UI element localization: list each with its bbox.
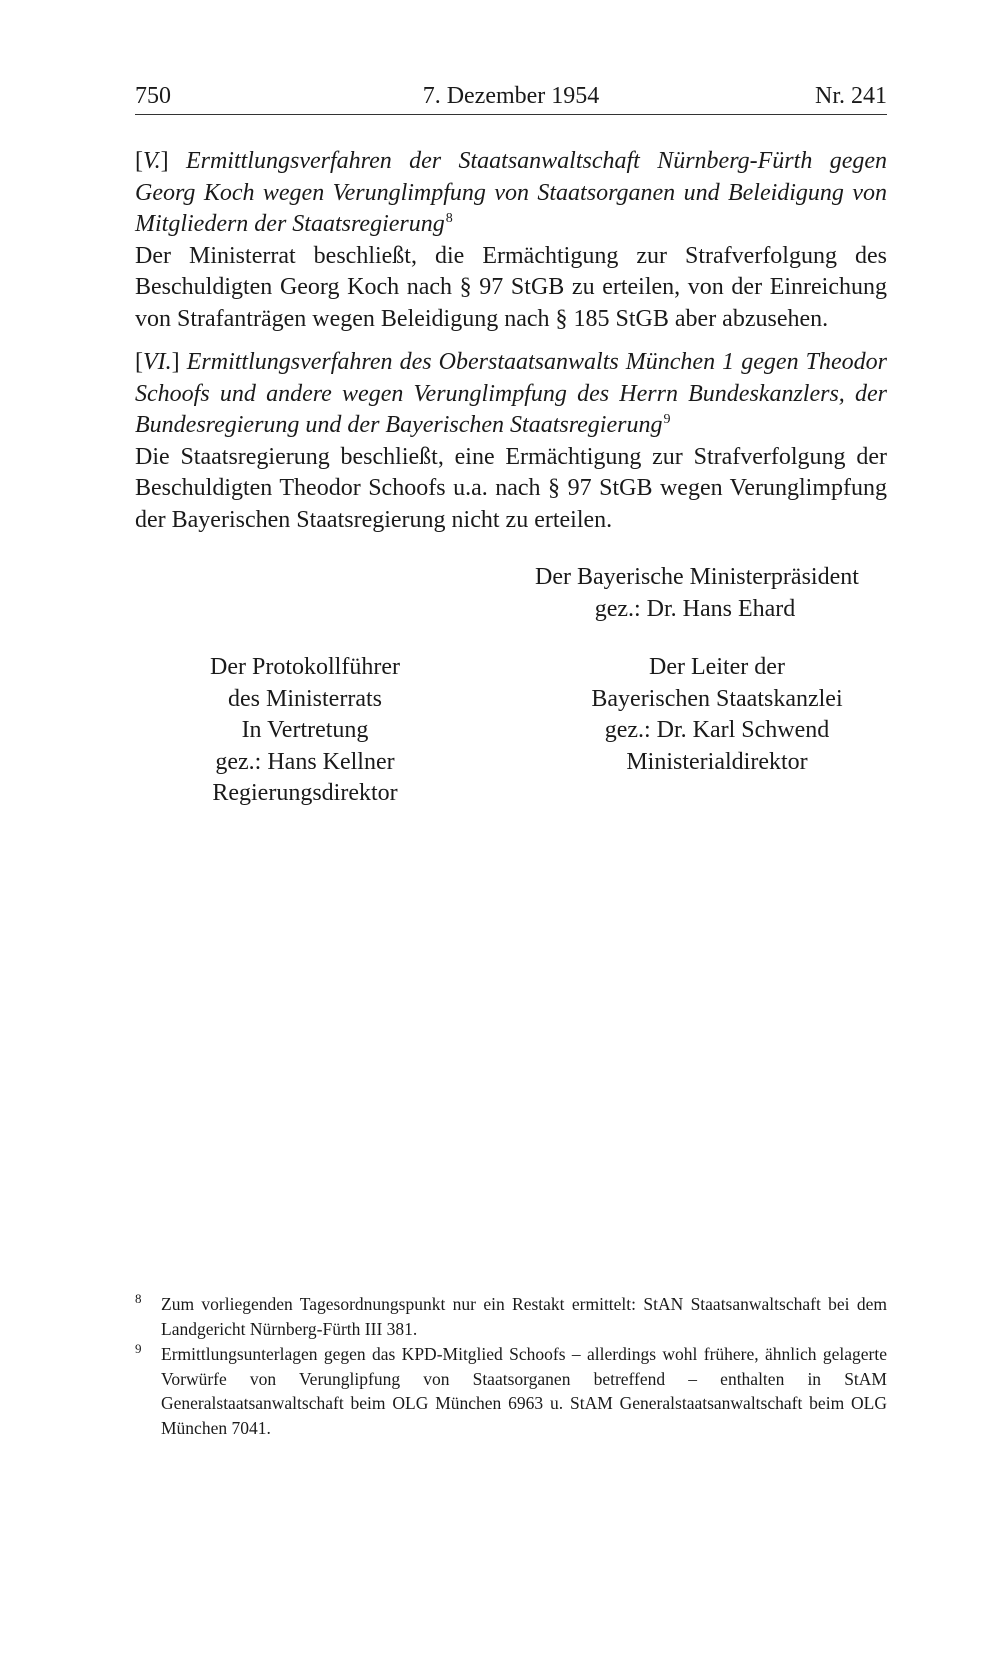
footnote (135, 1292, 887, 1341)
signature-line: des Ministerrats (228, 685, 382, 712)
footnote (135, 1342, 887, 1440)
agenda-item-decision: Der Ministerrat beschließt, die Ermächtigung zur Strafverfolgung des Beschuldigten Georg Koch nach § 97 StGB zu erteilen, von der Einreichung von Strafanträgen wegen Beleidigung nach § 185 StGB aber abzusehen. (135, 242, 887, 332)
agenda-item (135, 146, 887, 335)
footnote-text: Ermittlungsunterlagen gegen das KPD-Mitglied Schoofs – allerdings wohl frühere, ähnlich gelagerte Vorwürfe von Verunglipfung von Staatsorganen betreffend – enthalten in StAM Generalstaatsanwaltschaft beim OLG München 6963 u. StAM Generalstaatsanwaltschaft beim OLG München 7041. (161, 1344, 887, 1438)
agenda-item-title (135, 347, 887, 442)
signature-line: Regierungsdirektor (212, 780, 398, 806)
signature-line: Der Protokollführer (210, 654, 400, 680)
footnotes (135, 1292, 887, 1441)
footnote-text: Zum vorliegenden Tagesordnungspunkt nur ein Restakt ermittelt: StAN Staatsanwaltschaft bei dem Landgericht Nürnberg-Fürth III 381. (161, 1294, 887, 1339)
agenda-item-heading: Ermittlungsverfahren des Oberstaatsanwalts München 1 gegen Theodor Schoofs und andere wegen Verunglimpfung des Herrn Bundeskanzlers, der Bundesregierung und der Bayerischen Staatsregierung (135, 349, 888, 438)
agenda-item-number: [VI.] (135, 349, 180, 375)
signature-line: gez.: Hans Kellner (215, 748, 395, 775)
footnote-mark: 9 (135, 1341, 142, 1356)
agenda-item-heading: Ermittlungsverfahren der Staatsanwaltschaft Nürnberg-Fürth gegen Georg Koch wegen Verunglimpfung von Staatsorganen und Beleidigung von Mitgliedern der Staatsregierung (135, 148, 888, 237)
signature-line: gez.: Dr. Karl Schwend (604, 717, 830, 743)
document-page (135, 0, 887, 1666)
signature-protocol-recorder (173, 652, 437, 810)
agenda-item-title (135, 146, 887, 241)
issue-number: Nr. 241 (815, 83, 887, 109)
footnote-reference[interactable]: 8 (445, 211, 453, 226)
minutes-body (135, 146, 887, 548)
header-rule (135, 114, 887, 115)
signature-chancellery-head (575, 652, 859, 778)
signature-line: Der Bayerische Ministerpräsident (535, 564, 859, 590)
signature-line: In Vertretung (241, 717, 369, 743)
agenda-item-number: [V.] (135, 148, 169, 174)
signature-line: gez.: Dr. Hans Ehard (594, 595, 796, 622)
signature-line: Der Leiter der (649, 654, 785, 680)
running-header (135, 82, 887, 116)
footnote-mark: 8 (135, 1291, 142, 1306)
agenda-item (135, 347, 887, 536)
signature-minister-president (535, 562, 859, 625)
footnote-reference[interactable]: 9 (663, 412, 671, 427)
signature-line: Ministerialdirektor (626, 748, 808, 775)
header-date: 7. Dezember 1954 (422, 83, 600, 109)
agenda-item-decision: Die Staatsregierung beschließt, eine Ermächtigung zur Strafverfolgung der Beschuldigten Theodor Schoofs u.a. nach § 97 StGB wegen Verunglimpfung der Bayerischen Staatsregierung nicht zu erteilen. (135, 443, 887, 533)
page-number: 750 (135, 83, 171, 109)
signature-line: Bayerischen Staatskanzlei (591, 685, 843, 712)
